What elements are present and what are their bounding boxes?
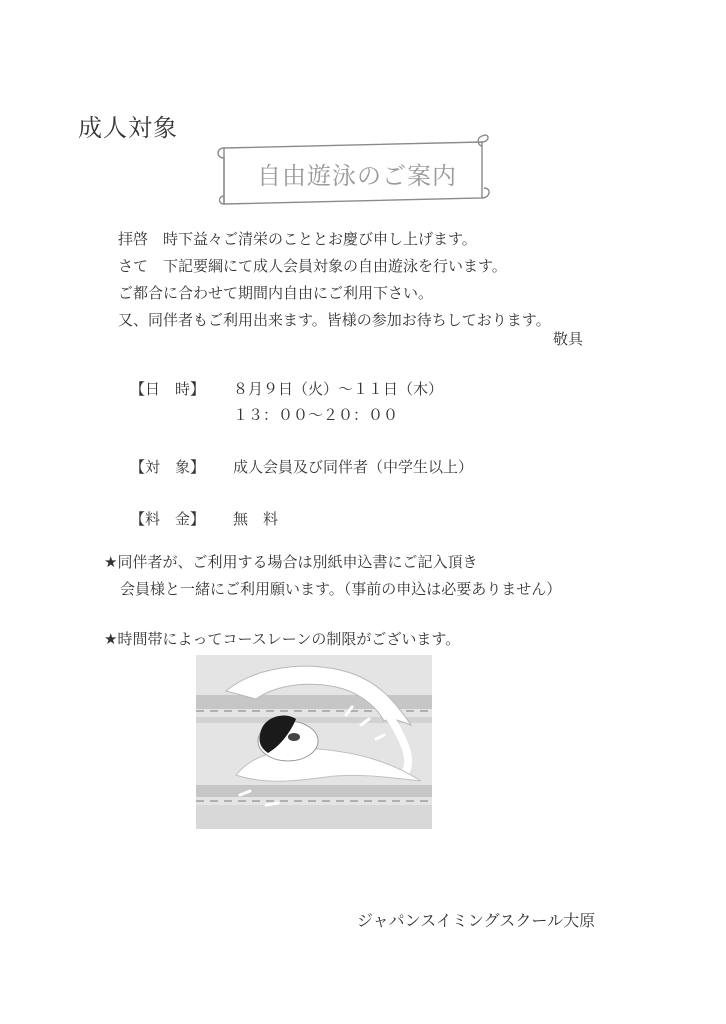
target-value: 成人会員及び同伴者（中学生以上） — [233, 458, 474, 476]
time-value: １３：００〜２０：００ — [233, 406, 399, 424]
lane-restriction-note: ★時間帯によってコースレーンの制限がございます。 — [104, 630, 461, 648]
fee-label: 【料 金】 — [130, 510, 206, 528]
greeting-line: さて 下記要綱にて成人会員対象の自由遊泳を行います。 — [118, 257, 507, 275]
date-label: 【日 時】 — [130, 380, 206, 398]
document-title: 自由遊泳のご案内 — [257, 162, 457, 190]
title-scroll-banner — [214, 134, 494, 208]
swimmer-illustration — [196, 655, 432, 829]
companion-note-line1: ★同伴者が、ご利用する場合は別紙申込書にご記入頂き — [104, 553, 478, 571]
fee-value: 無 料 — [233, 510, 279, 528]
closing-word: 敬具 — [553, 330, 584, 348]
school-name: ジャパンスイミングスクール大原 — [357, 911, 596, 930]
date-value: ８月９日（火）〜１１日（木） — [233, 380, 444, 398]
target-label: 【対 象】 — [130, 458, 206, 476]
swimmer-icon — [196, 655, 432, 829]
target-audience-label: 成人対象 — [78, 114, 178, 142]
greeting-line: ご都合に合わせて期間内自由にご利用下さい。 — [118, 284, 434, 302]
greeting-line: 又、同伴者もご利用出来ます。皆様の参加お待ちしております。 — [118, 311, 551, 329]
greeting-paragraph — [118, 226, 551, 334]
greeting-line: 拝啓 時下益々ご清栄のこととお慶び申し上げます。 — [118, 230, 477, 248]
companion-note-line2: 会員様と一緒にご利用願います。（事前の申込は必要ありません） — [120, 580, 562, 598]
